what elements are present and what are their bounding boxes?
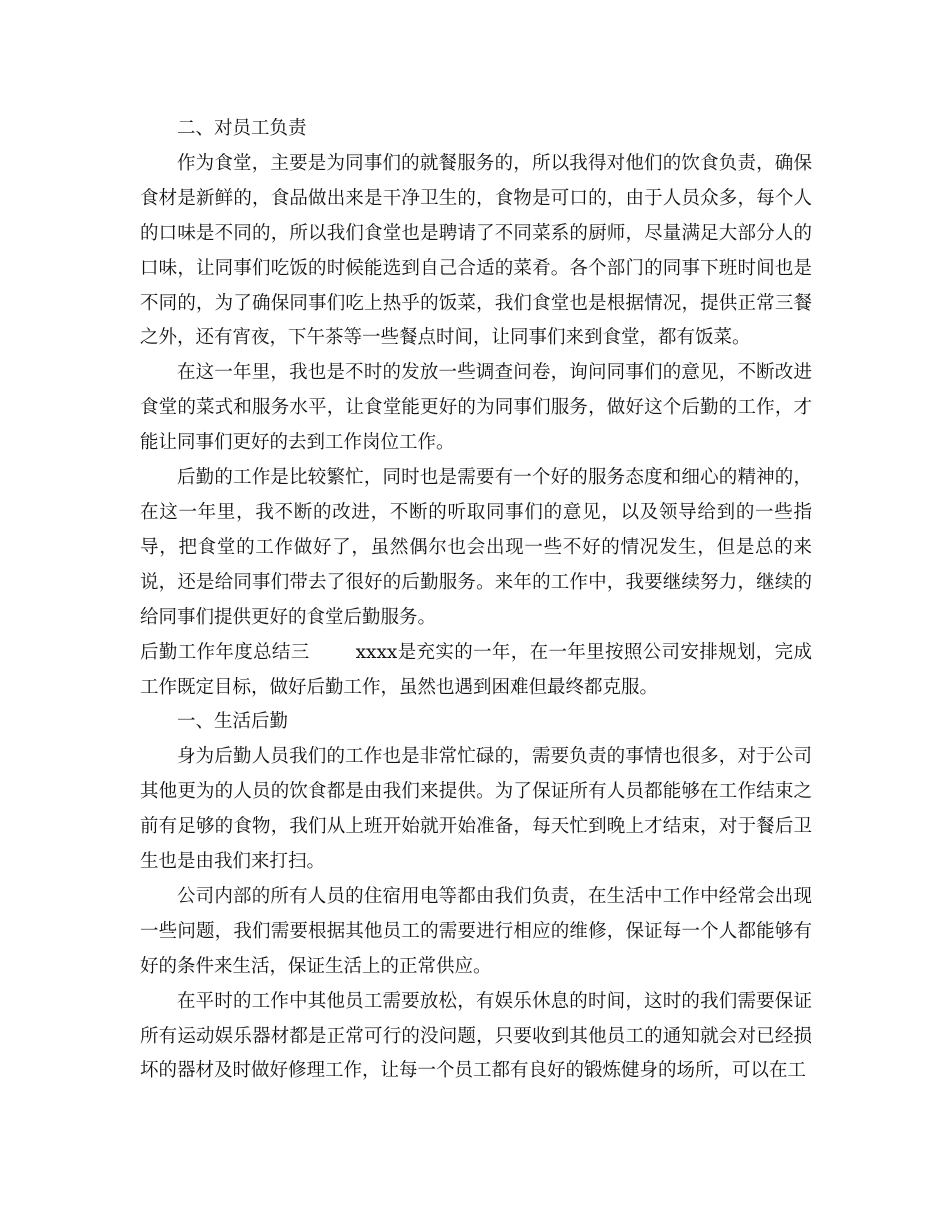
section-intro-text: xxxx是充实的一年，在一年里按照公司安排规划，完成工作既定目标，做好后勤工作，虽然也遇到困难但最终都克服。 (140, 641, 812, 698)
paragraph-busy-work: 身为后勤人员我们的工作也是非常忙碌的，需要负责的事情也很多，对于公司其他更为的人员的饮食都是由我们来提供。为了保证所有人员都能够在工作结束之前有足够的食物，我们从上班开始就开始准备，每天忙到晚上才结束，对于餐后卫生也是由我们来打扫。 (140, 746, 812, 873)
paragraph-recreation: 在平时的工作中其他员工需要放松，有娱乐休息的时间，这时的我们需要保证所有运动娱乐器材都是正常可行的没问题，只要收到其他员工的通知就会对已经损坏的器材及时做好修理工作，让每一个员工都有良好的锻炼健身的场所，可以在工 (140, 990, 812, 1082)
paragraph-logistics-work: 后勤的工作是比较繁忙，同时也是需要有一个好的服务态度和细心的精神的，在这一年里，我不断的改进，不断的听取同事们的意见，以及领导给到的一些指导，把食堂的工作做好了，虽然偶尔也会出现一些不好的情况发生，但是总的来说，还是给同事们带去了很好的后勤服务。来年的工作中，我要继续努力，继续的给同事们提供更好的食堂后勤服务。 (140, 467, 812, 628)
paragraph-survey: 在这一年里，我也是不时的发放一些调查问卷，询问同事们的意见，不断改进食堂的菜式和服务水平，让食堂能更好的为同事们服务，做好这个后勤的工作，才能让同事们更好的去到工作岗位工作。 (140, 362, 812, 454)
section-heading-staff: 二、对员工负责 (177, 118, 307, 139)
section-heading-living-logistics: 一、生活后勤 (177, 711, 289, 733)
document-body (140, 112, 812, 1089)
section-heading-summary-three: 后勤工作年度总结三 (140, 641, 310, 663)
paragraph-canteen-responsibility: 作为食堂，主要是为同事们的就餐服务的，所以我得对他们的饮食负责，确保食材是新鲜的，食品做出来是干净卫生的，食物是可口的，由于人员众多，每个人的口味是不同的，所以我们食堂也是聘请了不同菜系的厨师，尽量满足大部分人的口味，让同事们吃饭的时候能选到自己合适的菜肴。各个部门的同事下班时间也是不同的，为了确保同事们吃上热乎的饭菜，我们食堂也是根据情况，提供正常三餐之外，还有宵夜，下午茶等一些餐点时间，让同事们来到食堂，都有饭菜。 (140, 152, 812, 349)
section-intro-paragraph (140, 636, 812, 706)
paragraph-accommodation: 公司内部的所有人员的住宿用电等都由我们负责，在生活中工作中经常会出现一些问题，我们需要根据其他员工的需要进行相应的维修，保证每一个人都能够有好的条件来生活，保证生活上的正常供应。 (140, 885, 812, 977)
